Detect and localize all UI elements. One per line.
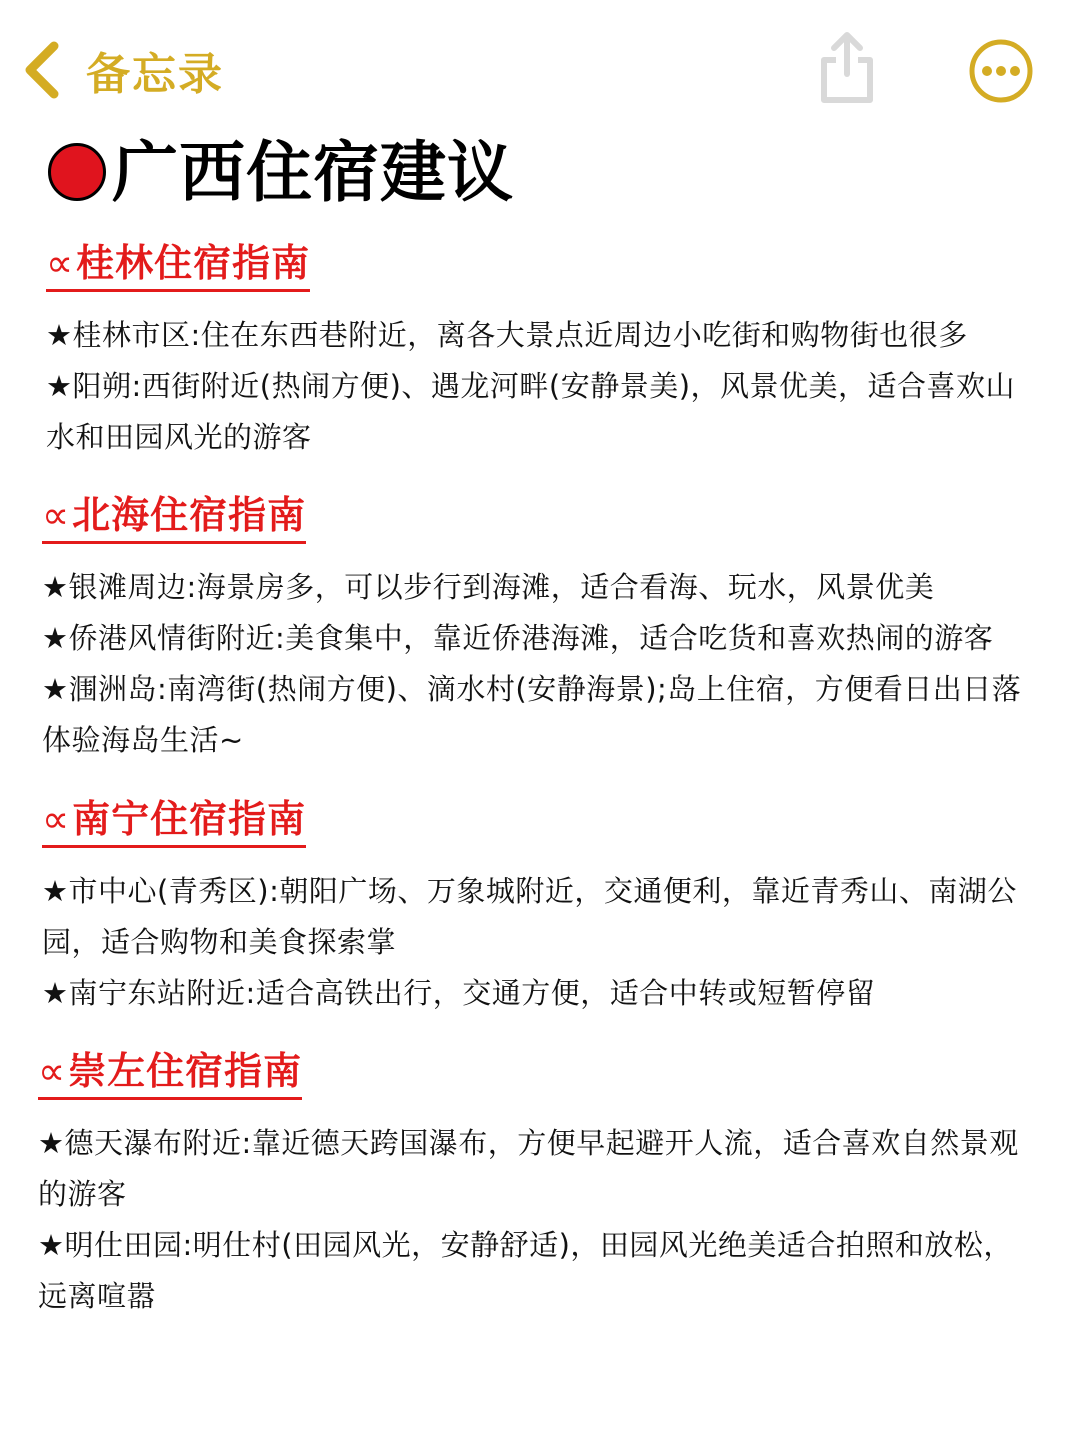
chevron-left-icon: [18, 38, 80, 102]
red-circle-icon: [48, 143, 106, 201]
section-beihai: [42, 490, 1072, 766]
note-line: ★明仕田园:明仕村(田园风光，安静舒适)，田园风光绝美适合拍照和放松，: [38, 1228, 1013, 1262]
back-button-label: 备忘录: [86, 49, 224, 100]
note-line: ★银滩周边:海景房多，可以步行到海滩，适合看海、玩水，风景优美: [42, 570, 935, 604]
note-title: 广西住宿建议: [112, 133, 514, 211]
note-line: ★南宁东站附近:适合高铁出行，交通方便，适合中转或短暂停留: [42, 976, 876, 1010]
note-line: ★桂林市区:住在东西巷附近，离各大景点近周边小吃街和购物街也很多: [46, 318, 968, 352]
navigation-bar: [0, 0, 1080, 140]
section-heading: ∝桂林住宿指南: [46, 238, 310, 292]
note-line: 的游客: [38, 1177, 127, 1211]
section-heading: ∝北海住宿指南: [42, 490, 306, 544]
back-button[interactable]: [18, 38, 224, 102]
more-icon[interactable]: [968, 38, 1034, 104]
note-line: ★德天瀑布附近:靠近德天跨国瀑布，方便早起避开人流，适合喜欢自然景观: [38, 1126, 1019, 1160]
note-line: ★涠洲岛:南湾街(热闹方便)、滴水村(安静海景);岛上住宿，方便看日出日落: [42, 672, 1022, 706]
note-title-row: [48, 132, 514, 212]
section-heading: ∝崇左住宿指南: [38, 1046, 302, 1100]
note-line: 园，适合购物和美食探索掌: [42, 925, 397, 959]
section-nanning: [42, 794, 1072, 1019]
share-icon[interactable]: [812, 28, 882, 108]
note-line: ★侨港风情街附近:美食集中，靠近侨港海滩，适合吃货和喜欢热闹的游客: [42, 621, 994, 655]
note-line: ★市中心(青秀区):朝阳广场、万象城附近，交通便利，靠近青秀山、南湖公: [42, 874, 1017, 908]
note-line: 体验海岛生活~: [42, 723, 244, 757]
note-line: 远离喧嚣: [38, 1279, 157, 1313]
section-guilin: [46, 238, 1076, 463]
section-heading: ∝南宁住宿指南: [42, 794, 306, 848]
note-line: ★阳朔:西街附近(热闹方便)、遇龙河畔(安静景美)，风景优美，适合喜欢山: [46, 369, 1016, 403]
note-line: 水和田园风光的游客: [46, 420, 312, 454]
section-chongzuo: [38, 1046, 1068, 1322]
